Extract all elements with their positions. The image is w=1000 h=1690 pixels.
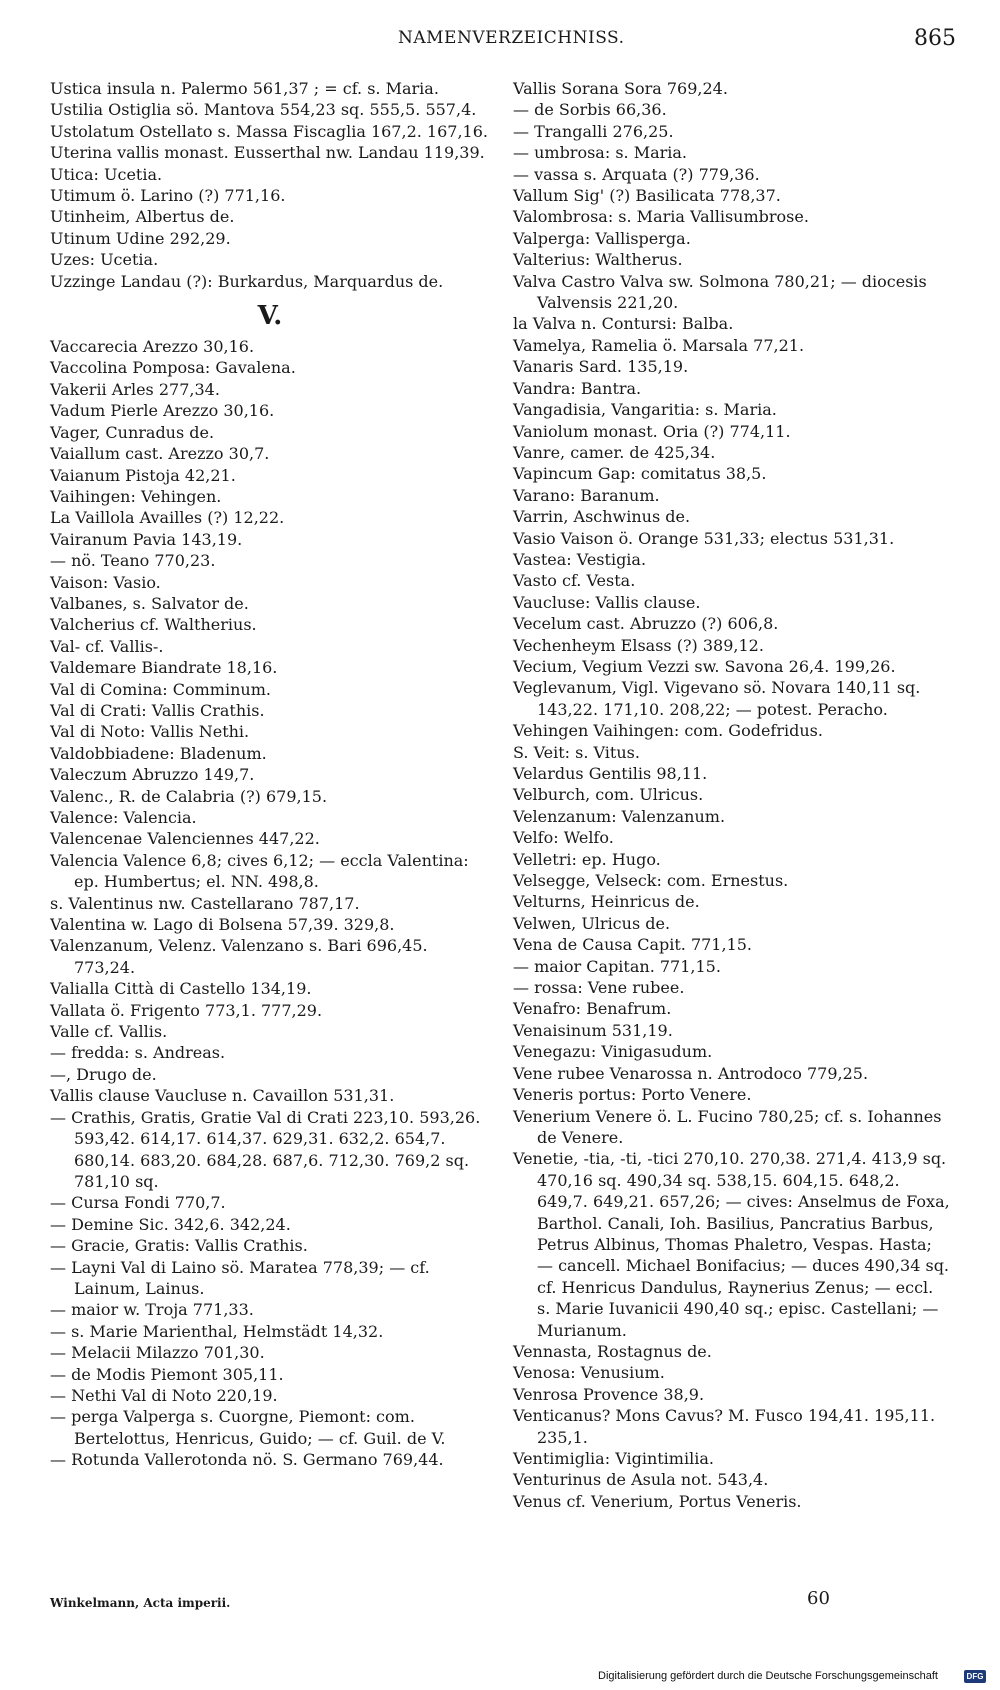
index-entry: Venerium Venere ö. L. Fucino 780,25; cf. s. Iohannes de Venere. <box>513 1106 942 1147</box>
index-entry: Uzzinge Landau (?): Burkardus, Marquardus de. <box>50 271 444 291</box>
index-entry: Valencenae Valenciennes 447,22. <box>50 829 320 849</box>
index-entry: Vecium, Vegium Vezzi sw. Savona 26,4. 199,26. <box>513 656 896 676</box>
index-entry: — Crathis, Gratis, Gratie Val di Crati 223,10. 593,26. 593,42. 614,17. 614,37. 629,31. 632,2. 654,7. 680,14. 683,20. 684,28. 687,6. 712,30. 769,2 sq. 781,10 sq. <box>50 1107 481 1191</box>
index-entry: Velburch, com. Ulricus. <box>513 785 704 805</box>
index-entry: — vassa s. Arquata (?) 779,36. <box>513 164 760 184</box>
index-entry: Val di Comina: Comminum. <box>50 679 271 699</box>
index-entry: Valdobbiadene: Bladenum. <box>50 743 267 763</box>
index-entry: Valle cf. Vallis. <box>50 1022 168 1042</box>
index-entry: Vallis clause Vaucluse n. Cavaillon 531,31. <box>50 1086 395 1106</box>
index-entry: Vaccolina Pomposa: Gavalena. <box>50 358 296 378</box>
index-entry: Uzes: Ucetia. <box>50 250 159 270</box>
index-entry: Val- cf. Vallis-. <box>50 636 164 656</box>
index-entry: Valenzanum, Velenz. Valenzano s. Bari 696,45. 773,24. <box>50 936 428 977</box>
index-entry: — de Modis Piemont 305,11. <box>50 1364 284 1384</box>
index-entry: — nö. Teano 770,23. <box>50 551 216 571</box>
index-entry: Vene rubee Venarossa n. Antrodoco 779,25. <box>513 1063 869 1083</box>
index-entry: Vechenheym Elsass (?) 389,12. <box>513 635 764 655</box>
index-entry: — perga Valperga s. Cuorgne, Piemont: com. Bertelottus, Henricus, Guido; — cf. Guil. de V. <box>50 1407 446 1448</box>
index-entry: Venticanus? Mons Cavus? M. Fusco 194,41. 195,11. 235,1. <box>513 1406 936 1447</box>
index-entry: — Cursa Fondi 770,7. <box>50 1193 226 1213</box>
index-entry: — fredda: s. Andreas. <box>50 1043 226 1063</box>
index-entry: Valva Castro Valva sw. Solmona 780,21; — diocesis Valvensis 221,20. <box>513 271 927 313</box>
index-entry: — Rotunda Vallerotonda nö. S. Germano 769,44. <box>50 1450 444 1470</box>
index-entry: Vapincum Gap: comitatus 38,5. <box>513 464 767 484</box>
digitization-note: Digitalisierung gefördert durch die Deutsche Forschungsgemeinschaft <box>598 1670 938 1682</box>
index-entry: — Demine Sic. 342,6. 342,24. <box>50 1214 291 1234</box>
section-letter-heading: V. <box>257 301 283 332</box>
index-entry: — maior Capitan. 771,15. <box>513 956 721 976</box>
index-entry: Vaison: Vasio. <box>50 572 161 592</box>
index-entry: — Gracie, Gratis: Vallis Crathis. <box>50 1236 308 1256</box>
index-entry: Vallum Sig' (?) Basilicata 778,37. <box>513 186 781 206</box>
index-entry: Valombrosa: s. Maria Vallisumbrose. <box>513 207 809 227</box>
index-entry: Vena de Causa Capit. 771,15. <box>513 935 753 955</box>
index-entry: — umbrosa: s. Maria. <box>513 143 688 163</box>
index-entry: Vaihingen: Vehingen. <box>50 486 222 506</box>
index-entry: Val di Noto: Vallis Nethi. <box>50 722 250 742</box>
index-entry: — Layni Val di Laino sö. Maratea 778,39; — cf. Lainum, Lainus. <box>50 1257 430 1298</box>
footer-book-title: Winkelmann, Acta imperii. <box>50 1596 231 1610</box>
index-entry: — Trangalli 276,25. <box>513 121 674 141</box>
index-entry: — Melacii Milazzo 701,30. <box>50 1343 265 1363</box>
index-entry: Vairanum Pavia 143,19. <box>50 529 243 549</box>
index-entry: Vaccarecia Arezzo 30,16. <box>50 337 255 357</box>
index-column-left <box>50 78 490 1471</box>
index-entry: Venegazu: Vinigasudum. <box>513 1042 713 1062</box>
index-entry: — de Sorbis 66,36. <box>513 100 667 120</box>
running-header-title: NAMENVERZEICHNISS. <box>398 28 625 48</box>
index-entry: — Nethi Val di Noto 220,19. <box>50 1385 278 1405</box>
index-entry: Valcherius cf. Waltherius. <box>50 615 257 635</box>
index-entry: Utimum ö. Larino (?) 771,16. <box>50 186 286 206</box>
dfg-logo: DFG <box>964 1670 986 1683</box>
index-entry: Venus cf. Venerium, Portus Veneris. <box>513 1491 802 1511</box>
index-entry: Ustilia Ostiglia sö. Mantova 554,23 sq. 555,5. 557,4. <box>50 100 477 120</box>
index-entry: Vakerii Arles 277,34. <box>50 379 220 399</box>
index-entry: Valeczum Abruzzo 149,7. <box>50 765 255 785</box>
index-entry: Valperga: Vallisperga. <box>513 228 691 248</box>
footer-signature-mark: 60 <box>807 1588 830 1609</box>
index-entry: Valenc., R. de Calabria (?) 679,15. <box>50 786 328 806</box>
index-entry: Vennasta, Rostagnus de. <box>513 1341 712 1361</box>
index-entry: Venrosa Provence 38,9. <box>513 1384 705 1404</box>
index-entry: Vecelum cast. Abruzzo (?) 606,8. <box>513 614 779 634</box>
index-entry: Vangadisia, Vangaritia: s. Maria. <box>513 400 777 420</box>
index-entry: s. Valentinus nw. Castellarano 787,17. <box>50 893 360 913</box>
index-entry: Venosa: Venusium. <box>513 1363 665 1383</box>
index-entry: Velturns, Heinricus de. <box>513 892 700 912</box>
index-entry: Vasto cf. Vesta. <box>513 571 636 591</box>
index-entry: — rossa: Vene rubee. <box>513 978 685 998</box>
index-entry: Vaucluse: Vallis clause. <box>513 592 701 612</box>
index-entry: Vallata ö. Frigento 773,1. 777,29. <box>50 1000 323 1020</box>
index-entry: — maior w. Troja 771,33. <box>50 1300 254 1320</box>
index-entry: Ustica insula n. Palermo 561,37 ; = cf. s. Maria. <box>50 79 439 98</box>
index-entry: Vehingen Vaihingen: com. Godefridus. <box>513 721 823 741</box>
index-entry: Velenzanum: Valenzanum. <box>513 806 726 826</box>
index-entry: Utica: Ucetia. <box>50 164 163 184</box>
index-entry: la Valva n. Contursi: Balba. <box>513 314 734 334</box>
index-entry: Val di Crati: Vallis Crathis. <box>50 700 265 720</box>
index-entry: Velardus Gentilis 98,11. <box>513 764 708 783</box>
index-entry: Vager, Cunradus de. <box>50 422 215 442</box>
index-entry: Valialla Città di Castello 134,19. <box>50 979 312 999</box>
index-entry: Veneris portus: Porto Venere. <box>513 1085 752 1105</box>
index-entry: Ventimiglia: Vigintimilia. <box>513 1449 714 1468</box>
index-entry: Veglevanum, Vigl. Vigevano sö. Novara 140,11 sq. 143,22. 171,10. 208,22; — potest. Peracho. <box>513 678 921 719</box>
index-column-right <box>513 78 950 1512</box>
index-entry: Venetie, -tia, -ti, -tici 270,10. 270,38. 271,4. 413,9 sq. 470,16 sq. 490,34 sq. 538,15. 604,15. 648,2. 649,7. 649,21. 657,26; — cives: Anselmus de Foxa, Barthol. Canali, Ioh. Basilius, Pancratius Barbus, Petrus Albinus, Thomas Phaletro, Vespas. Hasta; — cancell. Michael Bonifacius; — duces 490,34 sq. cf. Henricus Dandulus, Raynerius Zenus; — eccl. s. Marie Iuvanicii 490,40 sq.; episc. Castellani; — Murianum. <box>513 1149 950 1340</box>
index-entry: Uterina vallis monast. Eusserthal nw. Landau 119,39. <box>50 143 485 163</box>
index-entry: Vaiallum cast. Arezzo 30,7. <box>50 444 270 464</box>
index-entry: Velwen, Ulricus de. <box>513 913 671 933</box>
index-entry: Vanre, camer. de 425,34. <box>513 442 716 462</box>
index-entry: Vaniolum monast. Oria (?) 774,11. <box>513 421 791 441</box>
index-entry: —, Drugo de. <box>50 1064 157 1084</box>
index-entry: S. Veit: s. Vitus. <box>513 742 640 762</box>
index-entry: Velsegge, Velseck: com. Ernestus. <box>513 871 789 891</box>
index-entry: Vastea: Vestigia. <box>513 549 647 569</box>
index-entry: Velletri: ep. Hugo. <box>513 849 661 869</box>
index-entry: Varrin, Aschwinus de. <box>513 507 691 527</box>
index-entry: Valdemare Biandrate 18,16. <box>50 658 278 678</box>
page-number: 865 <box>914 26 956 51</box>
index-entry: Vasio Vaison ö. Orange 531,33; electus 531,31. <box>513 528 895 548</box>
index-entry: Vallis Sorana Sora 769,24. <box>513 79 728 98</box>
index-entry: Ustolatum Ostellato s. Massa Fiscaglia 167,2. 167,16. <box>50 121 488 141</box>
index-entry: Vanaris Sard. 135,19. <box>513 357 689 377</box>
index-entry: Vandra: Bantra. <box>513 378 642 398</box>
index-entry: Velfo: Welfo. <box>513 828 614 848</box>
index-entry: Venaisinum 531,19. <box>513 1020 673 1040</box>
index-entry: La Vaillola Availles (?) 12,22. <box>50 508 285 528</box>
index-entry: — s. Marie Marienthal, Helmstädt 14,32. <box>50 1321 384 1341</box>
index-entry: Utinum Udine 292,29. <box>50 228 231 248</box>
index-entry: Valterius: Waltherus. <box>513 250 683 270</box>
index-entry: Venafro: Benafrum. <box>513 999 672 1019</box>
index-entry: Utinheim, Albertus de. <box>50 207 235 227</box>
index-entry: Vadum Pierle Arezzo 30,16. <box>50 401 275 421</box>
index-entry: Valentina w. Lago di Bolsena 57,39. 329,8. <box>50 915 395 935</box>
index-entry: Valence: Valencia. <box>50 808 197 827</box>
index-entry: Valbanes, s. Salvator de. <box>50 593 249 613</box>
index-entry: Vamelya, Ramelia ö. Marsala 77,21. <box>513 335 805 355</box>
index-entry: Varano: Baranum. <box>513 485 660 505</box>
index-entry: Valencia Valence 6,8; cives 6,12; — eccla Valentina: ep. Humbertus; el. NN. 498,8. <box>50 850 469 892</box>
index-entry: Vaianum Pistoja 42,21. <box>50 465 236 485</box>
index-entry: Venturinus de Asula not. 543,4. <box>513 1470 769 1490</box>
